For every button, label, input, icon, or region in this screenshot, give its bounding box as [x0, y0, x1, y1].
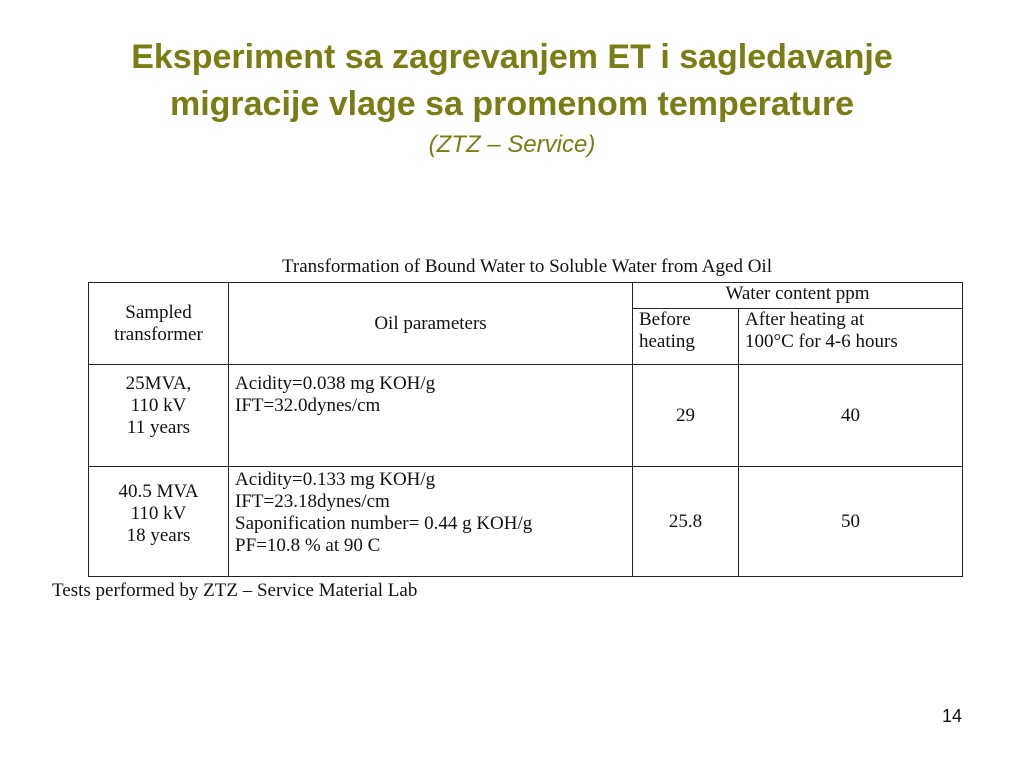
table-caption: Transformation of Bound Water to Soluble Water from Aged Oil	[281, 256, 772, 277]
slide-title-line-2: migracije vlage sa promenom temperature	[169, 85, 855, 123]
row-2-transformer: 40.5 MVA 110 kV 18 years	[89, 467, 229, 577]
row-1-before-heating: 29	[633, 365, 739, 467]
slide-title-line-1: Eksperiment sa zagrevanjem ET i sagledavanje	[131, 38, 893, 76]
header-before-heating: Before heating	[633, 309, 739, 365]
header-after-heating: After heating at 100°C for 4-6 hours	[739, 309, 963, 365]
slide-title-block	[0, 34, 1024, 160]
water-content-table	[88, 282, 963, 577]
row-1-transformer: 25MVA, 110 kV 11 years	[89, 365, 229, 467]
row-1-after-heating: 40	[739, 365, 963, 467]
row-2-after-heating: 50	[739, 467, 963, 577]
page-number: 14	[941, 706, 962, 726]
row-1-parameters: Acidity=0.038 mg KOH/g IFT=32.0dynes/cm	[229, 365, 633, 467]
row-2-parameters: Acidity=0.133 mg KOH/g IFT=23.18dynes/cm Saponification number= 0.44 g KOH/g PF=10.8 % at 90 C	[229, 467, 633, 577]
header-oil-parameters: Oil parameters	[229, 283, 633, 365]
table-row	[89, 365, 963, 467]
table-row	[89, 467, 963, 577]
header-sampled-transformer: Sampled transformer	[89, 283, 229, 365]
row-2-before-heating: 25.8	[633, 467, 739, 577]
header-water-content: Water content ppm	[633, 283, 963, 309]
slide-subtitle: (ZTZ – Service)	[428, 131, 596, 158]
table-footnote: Tests performed by ZTZ – Service Material Lab	[52, 580, 418, 601]
